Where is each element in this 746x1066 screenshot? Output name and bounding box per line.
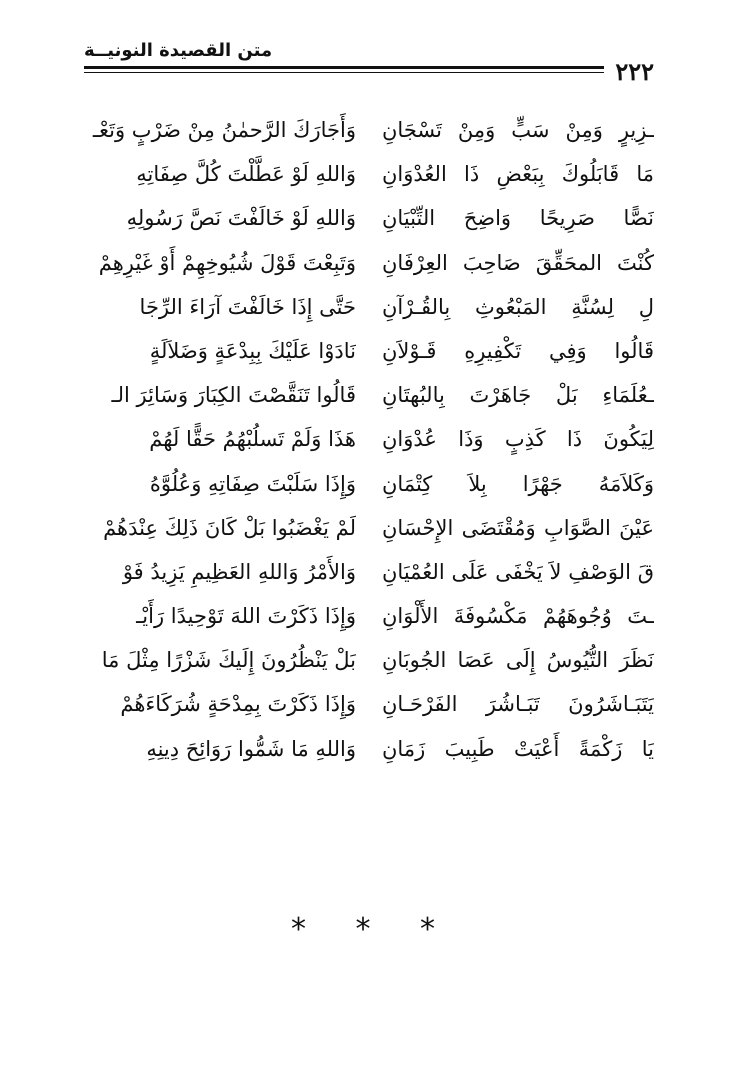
verse-second-hemistich: وَكَلاَمَهُ جَهْرًا بِلاَ كِتْمَانِ [382, 471, 654, 496]
verse-line [84, 419, 654, 463]
verse-second-hemistich: عَيْنَ الصَّوَابِ وَمُقْتَضَى الإِحْسَانِ [382, 515, 654, 540]
verse-line [84, 154, 654, 198]
verse-second-hemistich: نَظَرَ التُّيُوسُ إِلَى عَصَا الجُوبَانِ [382, 648, 654, 673]
header-rule-thin [84, 72, 604, 73]
verse-second-hemistich: لِ لِسُنَّةِ المَبْعُوثِ بِالقُـرْآنِ [382, 294, 654, 319]
verse-first-hemistich: نَادَوْا عَلَيْكَ بِبِدْعَةٍ وَضَلاَلَةٍ [149, 338, 356, 363]
verse-first-hemistich: وَإِذَا سَلَبْتَ صِفَاتِهِ وَعُلُوَّهُ [149, 471, 356, 496]
verse-first-hemistich: وَإِذَا ذَكَرْتَ اللهَ تَوْحِيدًا رَأَيْـ [136, 604, 356, 629]
header-rule-thick [84, 66, 604, 69]
verse-second-hemistich: قَ الوَصْفِ لاَ يَخْفَى عَلَى العُمْيَانِ [382, 559, 654, 584]
verse-second-hemistich: نَصًّا صَرِيحًا وَاضِحَ التِّبْيَانِ [382, 206, 654, 231]
verse-line [84, 684, 654, 728]
verse-line [84, 198, 654, 242]
verse-second-hemistich: ـتَ وُجُوهَهُمْ مَكْسُوفَةَ الأَلْوَانِ [382, 604, 654, 629]
verse-line [84, 331, 654, 375]
verse-first-hemistich: وَاللهِ مَا شَمُّوا رَوَائِحَ دِينِهِ [146, 736, 356, 761]
running-title: متن القصيدة النونيــة [84, 40, 273, 61]
verse-second-hemistich: مَا قَابَلُوكَ بِبَعْضِ ذَا العُدْوَانِ [382, 162, 654, 187]
verse-first-hemistich: وَإِذَا ذَكَرْتَ بِمِدْحَةٍ شُرَكَاءَهُمْ [120, 692, 356, 717]
page-number: ٢٢٢ [615, 57, 654, 86]
verse-line [84, 464, 654, 508]
verse-second-hemistich: كُنْتَ المحَقِّقَ صَاحِبَ العِرْفَانِ [382, 250, 654, 275]
verse-second-hemistich: يَا زَكْمَةً أَعْيَتْ طَبِيبَ زَمَانِ [382, 736, 654, 761]
verse-line [84, 729, 654, 773]
verse-line [84, 552, 654, 596]
verse-line [84, 375, 654, 419]
verse-first-hemistich: هَذَا وَلَمْ تَسلُبْهُمُ حَقًّا لَهُمْ [149, 427, 356, 452]
verse-line [84, 110, 654, 154]
section-end-ornament: * * * [290, 912, 456, 947]
verse-second-hemistich: يَتَبَـاشَرُونَ تَبَـاشُرَ الفَرْحَـانِ [382, 692, 654, 717]
poem-body [84, 110, 654, 773]
verse-line [84, 596, 654, 640]
verse-second-hemistich: قَالُوا وَفِي تَكْفِيرِهِ قَـوْلاَنِ [382, 338, 654, 363]
verse-first-hemistich: حَتَّى إِذَا خَالَفْتَ آرَاءَ الرِّجَا [139, 294, 356, 319]
verse-second-hemistich: لِيَكُونَ ذَا كَذِبٍ وَذَا عُدْوَانِ [382, 427, 654, 452]
verse-first-hemistich: وَالأَمْرُ وَاللهِ العَظِيمِ يَزِيدُ فَوْ [122, 559, 356, 584]
page-header [84, 40, 654, 86]
verse-first-hemistich: وَتَبِعْتَ قَوْلَ شُيُوخِهِمْ أَوْ غَيْرِهِمْ [98, 250, 356, 275]
verse-first-hemistich: لَمْ يَغْضَبُوا بَلْ كَانَ ذَلِكَ عِنْدَهُمْ [103, 515, 356, 540]
verse-line [84, 640, 654, 684]
verse-first-hemistich: وَاللهِ لَوْ خَالَفْتَ نَصَّ رَسُولِهِ [126, 206, 356, 231]
verse-line [84, 243, 654, 287]
verse-second-hemistich: ـعُلَمَاءِ بَلْ جَاهَرْتَ بِالبُهتَانِ [382, 383, 654, 408]
verse-line [84, 508, 654, 552]
verse-first-hemistich: قَالُوا تَنَقَّصْتَ الكِبَارَ وَسَائِرَ الـ [111, 383, 356, 408]
verse-second-hemistich: ـزِيرٍ وَمِنْ سَبٍّ وَمِنْ تَسْجَانِ [382, 118, 654, 142]
verse-first-hemistich: بَلْ يَنْظُرُونَ إِلَيكَ شَزْرًا مِثْلَ مَا [101, 648, 356, 673]
verse-first-hemistich: وَأَجَارَكَ الرَّحمٰنُ مِنْ ضَرْبٍ وَتَعْـ [92, 118, 356, 142]
verse-first-hemistich: وَاللهِ لَوْ عَطَّلْتَ كُلَّ صِفَاتِهِ [136, 162, 356, 187]
verse-line [84, 287, 654, 331]
